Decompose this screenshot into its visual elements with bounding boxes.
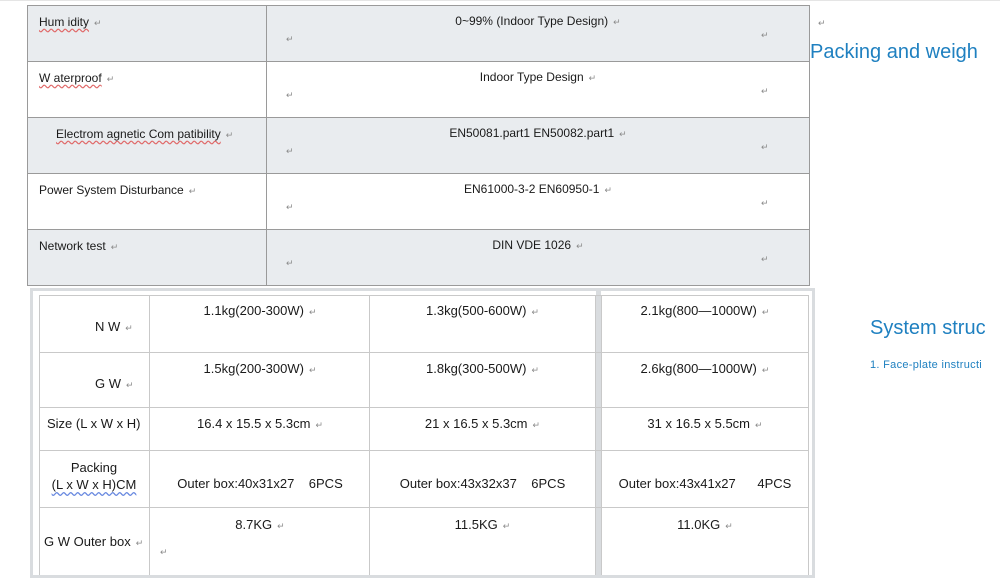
cell-value: 11.5KG ↵ [454, 517, 511, 532]
paragraph-mark: ↵ [761, 142, 769, 152]
paragraph-mark: ↵ [761, 86, 769, 96]
cell-value: 1.8kg(300-500W) ↵ [426, 361, 539, 376]
spec-row-humidity [27, 6, 810, 62]
paragraph-mark: ↵ [286, 34, 294, 44]
paragraph-mark: ↵ [286, 202, 294, 212]
list-item-faceplate: 1. Face-plate instructi [870, 359, 983, 371]
section-heading-packing: Packing and weigh [810, 41, 978, 63]
spec-label: Network test ↵ [39, 239, 119, 253]
cell-value: 1.1kg(200-300W) ↵ [203, 303, 317, 318]
packing-weight-table [30, 288, 815, 578]
paragraph-mark: ↵ [286, 90, 294, 100]
cell-value: 2.6kg(800—1000W) ↵ [640, 361, 770, 376]
paragraph-mark: ↵ [286, 258, 294, 268]
cell-value: Outer box:40x31x27 6PCS [177, 476, 343, 491]
spec-row-waterproof [27, 62, 810, 118]
paragraph-mark: ↵ [818, 18, 826, 28]
spec-value: EN50081.part1 EN50082.part1 ↵ [449, 126, 627, 140]
spec-row-network-test [27, 230, 810, 286]
page-top-edge [0, 0, 1000, 1]
spec-value: EN61000-3-2 EN60950-1 ↵ [464, 182, 612, 196]
cell-value: 1.5kg(200-300W) ↵ [203, 361, 317, 376]
spec-row-emc [27, 118, 810, 174]
spec-table [27, 5, 810, 286]
paragraph-mark: ↵ [761, 30, 769, 40]
cell-value: Outer box:43x32x37 6PCS [399, 476, 566, 491]
cell-value: 1.3kg(500-600W) ↵ [426, 303, 539, 318]
cell-value: 16.4 x 15.5 x 5.3cm ↵ [197, 416, 323, 431]
cell-value: Outer box:43x41x27 4PCS [618, 476, 792, 491]
cell-value: 8.7KG ↵ [235, 517, 285, 532]
row-label-size: Size (L x W x H) [47, 416, 141, 431]
spec-label: W aterproof ↵ [39, 71, 115, 85]
cell-value: 11.0KG ↵ [677, 517, 733, 532]
paragraph-mark: ↵ [761, 198, 769, 208]
spec-value: Indoor Type Design ↵ [479, 70, 597, 84]
paragraph-mark: ↵ [160, 547, 168, 557]
spec-label: Electrom agnetic Com patibility ↵ [56, 127, 234, 141]
cell-value: 31 x 16.5 x 5.5cm ↵ [647, 416, 763, 431]
cell-value: 2.1kg(800—1000W) ↵ [640, 303, 770, 318]
cell-value: 21 x 16.5 x 5.3cm ↵ [424, 416, 541, 431]
spec-value: DIN VDE 1026 ↵ [492, 238, 584, 252]
row-label-packing: Packing (L x W x H)CM [51, 460, 137, 492]
paragraph-mark: ↵ [761, 254, 769, 264]
section-heading-system: System struc [870, 317, 986, 339]
spec-value: 0~99% (Indoor Type Design) ↵ [455, 14, 621, 28]
paragraph-mark: ↵ [286, 146, 294, 156]
spec-row-power-disturbance [27, 174, 810, 230]
row-label-gw: G W ↵ [95, 376, 134, 391]
row-label-gw-outer-box: G W Outer box ↵ [44, 534, 144, 549]
spec-label: Hum idity ↵ [39, 15, 102, 29]
row-label-nw: N W ↵ [95, 319, 133, 334]
spec-label: Power System Disturbance ↵ [39, 183, 197, 197]
